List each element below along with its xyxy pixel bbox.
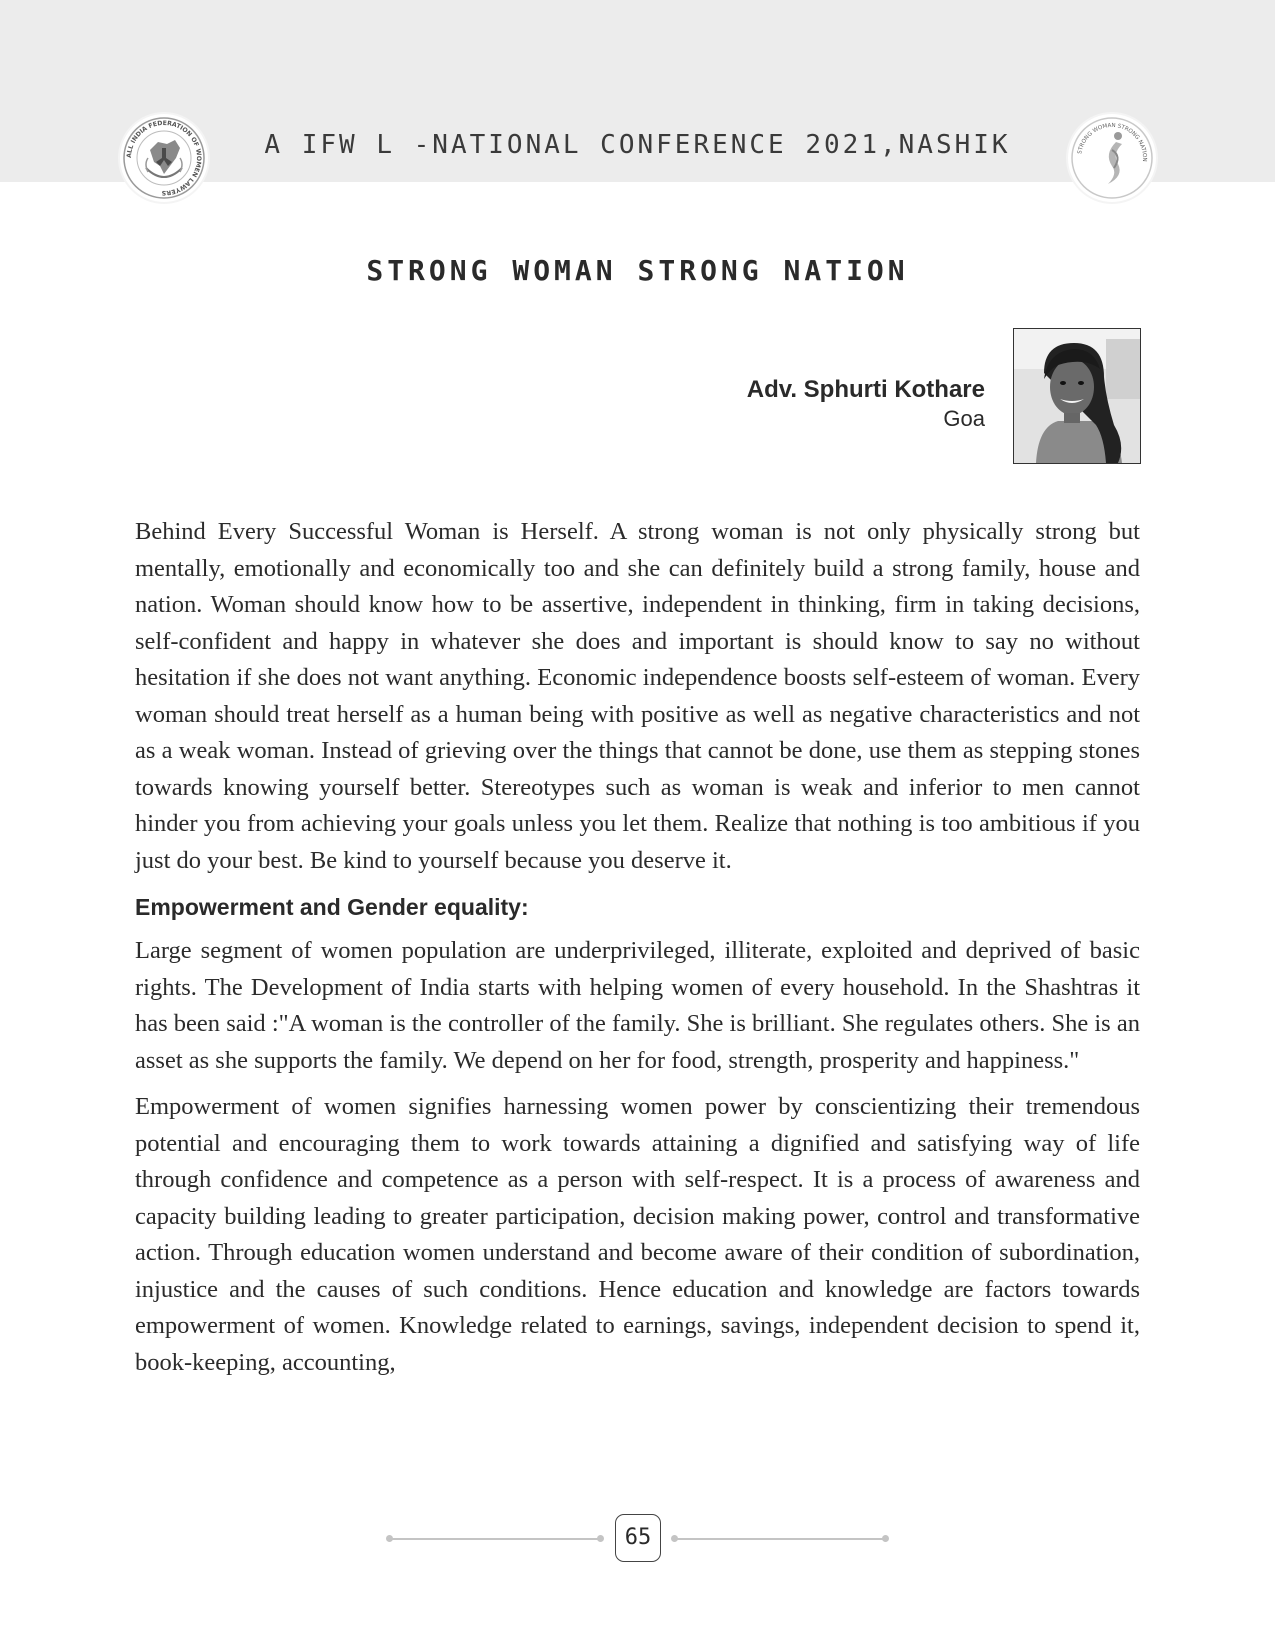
article-body bbox=[135, 514, 1140, 1391]
paragraph: Large segment of women population are underprivileged, illiterate, exploited and deprived of basic rights. The Development of India starts with helping women of every household. In the Shashtras it has been said :"A woman is the controller of the family. She is brilliant. She regulates others. She is an asset as she supports the family. We depend on her for food, strength, prosperity and happiness." bbox=[135, 937, 1140, 1074]
author-location: Goa bbox=[943, 406, 985, 431]
aifwl-emblem-icon bbox=[120, 114, 208, 202]
page-footer bbox=[0, 1514, 1275, 1564]
footer-rule-left bbox=[390, 1538, 602, 1540]
author-name: Adv. Sphurti Kothare bbox=[746, 376, 985, 403]
paragraph: Behind Every Successful Woman is Herself. A strong woman is not only physically strong but mentally, emotionally and economically too and she can definitely build a strong family, house and nation. Woman should know how to be assertive, independent in thinking, firm in taking decisions, self-confident and happy in whatever she does and important is should know to say no without hesitation if she does not want anything. Economic independence boosts self-esteem of woman. Every woman should treat herself as a human being with positive as well as negative characteristics and not as a weak woman. Instead of grieving over the things that cannot be done, use them as stepping stones towards knowing yourself better. Stereotypes such as woman is weak and inferior to men cannot hinder you from achieving your goals unless you let them. Realize that nothing is too ambitious if you just do your best. Be kind to yourself because you deserve it. bbox=[135, 518, 1140, 874]
article-title: STRONG WOMAN STRONG NATION bbox=[366, 254, 909, 287]
footer-dot bbox=[882, 1535, 889, 1542]
author-photo bbox=[1013, 328, 1141, 464]
left-logo-ring-text: ALL INDIA FEDERATION OF WOMEN LAWYERS bbox=[125, 119, 203, 197]
section-heading: Empowerment and Gender equality: bbox=[135, 894, 529, 920]
strong-woman-logo-icon bbox=[1068, 114, 1156, 202]
paragraph: Empowerment of women signifies harnessing women power by conscientizing their tremendous potential and encouraging them to work towards attaining a dignified and satisfying way of life through confidence and competence as a person with self-respect. It is a process of awareness and capacity building leading to greater participation, decision making power, control and transformative action. Through education women understand and become aware of their condition of subordination, injustice and the causes of such conditions. Hence education and knowledge are factors towards empowerment of women. Knowledge related to earnings, savings, independent decision to spend it, book-keeping, accounting, bbox=[135, 1093, 1140, 1376]
conference-title: A IFW L -NATIONAL CONFERENCE 2021,NASHIK bbox=[264, 130, 1011, 160]
right-logo-ring-text: STRONG WOMAN STRONG NATION bbox=[1077, 122, 1148, 162]
footer-dot bbox=[597, 1535, 604, 1542]
page-number: 65 bbox=[615, 1514, 661, 1562]
footer-rule-right bbox=[673, 1538, 885, 1540]
